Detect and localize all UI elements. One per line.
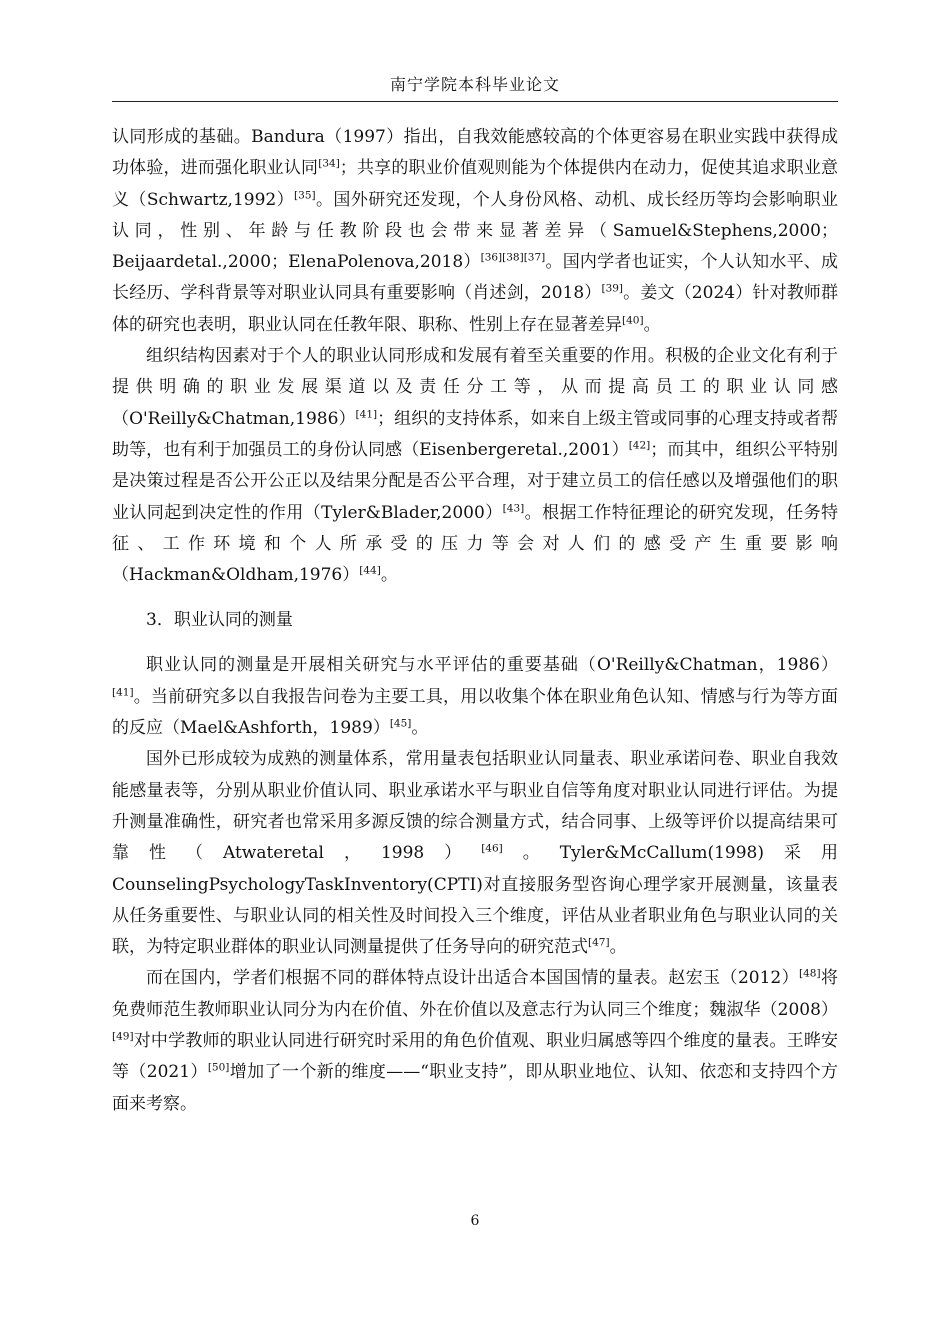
text-run: 将免费师范生教师职业认同分为内在价值、外在价值以及意志行为认同三个维度；魏淑华（2008） [112,968,839,1020]
text-run: 。 [380,565,398,586]
text-run: 对中学教师的职业认同进行研究时采用的角色价值观、职业归属感等四个维度的量表。王晔安等（2021） [112,1031,838,1083]
citation-superscript: [41] [355,408,378,421]
text-run: 。国外研究还发现，个人身份风格、动机、成长经历等均会影响职业认同，性别、年龄与任教阶段也会带来显著差异（Samuel&Stephens,2000；Beijaardetal.,2000；ElenaPolenova,2018） [112,189,839,273]
body-paragraph [112,963,838,1119]
citation-superscript: [44] [359,564,381,577]
citation-superscript: [35] [294,188,316,201]
text-run: 国外已形成较为成熟的测量体系，常用量表包括职业认同量表、职业承诺问卷、职业自我效能感量表等，分别从职业价值认同、职业承诺水平与职业自信等角度对职业认同进行评估。为提升测量准确性，研究者也常采用多源反馈的综合测量方式，结合同事、上级等评价以提高结果可靠性（Atwateretal，1998） [112,749,838,864]
text-run: 。当前研究多以自我报告问卷为主要工具，用以收集个体在职业角色认知、情感与行为等方面的反应（Mael&Ashforth，1989） [112,686,838,739]
citation-superscript: [49] [112,1030,134,1043]
citation-superscript: [41] [112,686,134,699]
body-paragraph [112,744,838,963]
body-paragraph [112,341,838,591]
citation-superscript: [47] [588,936,610,949]
page-number: 6 [470,1213,480,1229]
text-run: ；组织的支持体系，如来自上级主管或同事的心理支持或者帮助等，也有利于加强员工的身份认同感（Eisenbergeretal.,2001） [112,408,839,460]
text-run: ；而其中，组织公平特别是决策过程是否公开公正以及结果分配是否公平合理，对于建立员工的信任感以及增强他们的职业认同起到决定性的作用（Tyler&Blader,2000） [112,439,838,523]
text-run: 。国内学者也证实，个人认知水平、成长经历、学科背景等对职业认同具有重要影响（肖述剑，2018） [112,252,839,304]
text-run: 。姜文（2024）针对教师群体的研究也表明，职业认同在任教年限、职称、性别上存在显著差异 [112,283,839,335]
section-heading: 3．职业认同的测量 [146,610,293,631]
text-run: 组织结构因素对于个人的职业认同形成和发展有着至关重要的作用。积极的企业文化有利于提供明确的职业发展渠道以及责任分工等，从而提高员工的职业认同感（O'Reilly&Chatman,1986） [112,346,838,429]
citation-superscript: [39] [601,282,624,295]
citation-superscript: [43] [502,501,525,514]
text-run: 职业认同的测量是开展相关研究与水平评估的重要基础（O'Reilly&Chatman，1986） [146,655,838,676]
text-run: 。 [411,718,429,739]
paragraph-group-1 [112,122,838,591]
text-run: 。Tyler&McCallum(1998)采用CounselingPsychologyTaskInventory(CPTI)对直接服务型咨询心理学家开展测量，该量表从任务重要性、与职业认同的相关性及时间投入三个维度，评估从业者职业角色与职业认同的关联，为特定职业群体的职业认同测量提供了任务导向的研究范式 [112,843,838,958]
header-rule [112,101,838,102]
page-body [112,122,838,1120]
citation-superscript: [46] [481,842,503,855]
text-run: 。根据工作特征理论的研究发现，任务特征、工作环境和个人所承受的压力等会对人们的感受产生重要影响（Hackman&Oldham,1976） [112,502,838,586]
page-header: 南宁学院本科毕业论文 [389,75,560,94]
text-run: 。 [643,314,661,335]
text-run: 认同形成的基础。Bandura（1997）指出，自我效能感较高的个体更容易在职业实践中获得成功体验，进而强化职业认同 [112,127,838,179]
body-paragraph [112,650,838,744]
citation-superscript: [42] [628,439,651,452]
section-gap [112,591,838,605]
citation-superscript: [34] [318,157,340,170]
citation-superscript: [45] [389,717,412,730]
citation-superscript: [50] [207,1061,230,1074]
text-run: 增加了一个新的维度——“职业支持”，即从职业地位、认知、依恋和支持四个方面来考察。 [112,1062,838,1114]
text-run: 。 [609,937,627,958]
paragraph-group-2 [112,650,838,1119]
text-run: 而在国内，学者们根据不同的群体特点设计出适合本国国情的量表。赵宏玉（2012） [146,968,800,989]
citation-superscript: [48] [799,967,821,980]
citation-superscript: [36][38][37] [480,251,546,264]
body-paragraph [112,122,838,341]
section-gap [112,636,838,650]
citation-superscript: [40] [622,314,644,327]
text-run: ；共享的职业价值观则能为个体提供内在动力，促使其追求职业意义（Schwartz,1992） [112,158,839,210]
